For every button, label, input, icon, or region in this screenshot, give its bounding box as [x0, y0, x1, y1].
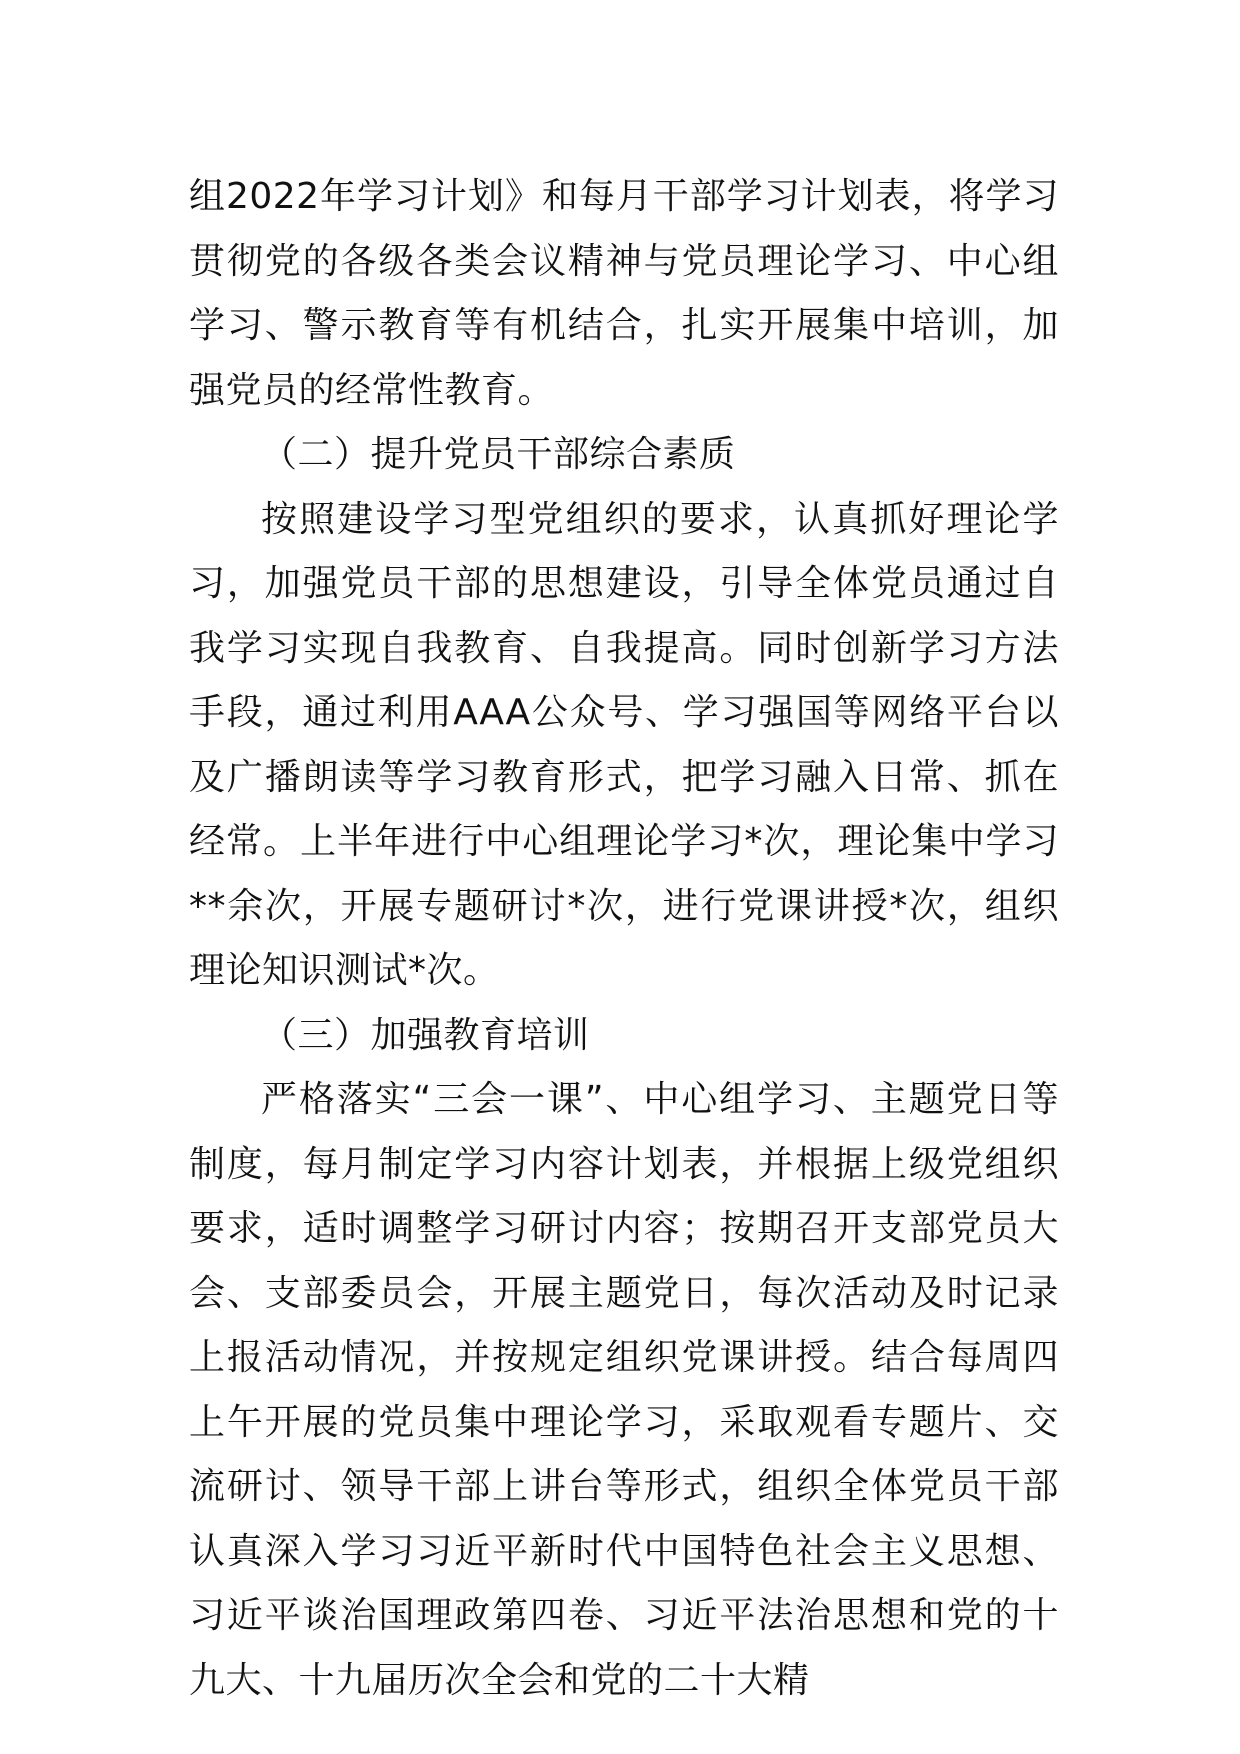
paragraph-section-2: 按照建设学习型党组织的要求，认真抓好理论学习，加强党员干部的思想建设，引导全体党员通过自我学习实现自我教育、自我提高。同时创新学习方法手段，通过利用AAA公众号、学习强国等网络平台以及广播朗读等学习教育形式，把学习融入日常、抓在经常。上半年进行中心组理论学习*次，理论集中学习**余次，开展专题研讨*次，进行党课讲授*次，组织理论知识测试*次。: [189, 498, 1059, 991]
document-body: [189, 165, 1059, 1713]
section-heading-3: （三）加强教育培训: [261, 1014, 590, 1056]
section-heading-2: （二）提升党员干部综合素质: [261, 434, 736, 475]
paragraph-section-3: 严格落实“三会一课”、中心组学习、主题党日等制度，每月制定学习内容计划表，并根据上级党组织要求，适时调整学习研讨内容；按期召开支部党员大会、支部委员会，开展主题党日，每次活动及时记录上报活动情况，并按规定组织党课讲授。结合每周四上午开展的党员集中理论学习，采取观看专题片、交流研讨、领导干部上讲台等形式，组织全体党员干部认真深入学习习近平新时代中国特色社会主义思想、习近平谈治国理政第四卷、习近平法治思想和党的十九大、十九届历次全会和党的二十大精: [189, 1079, 1059, 1701]
paragraph-continuation: 组2022年学习计划》和每月干部学习计划表，将学习贯彻党的各级各类会议精神与党员理论学习、中心组学习、警示教育等有机结合，扎实开展集中培训，加强党员的经常性教育。: [189, 176, 1059, 411]
